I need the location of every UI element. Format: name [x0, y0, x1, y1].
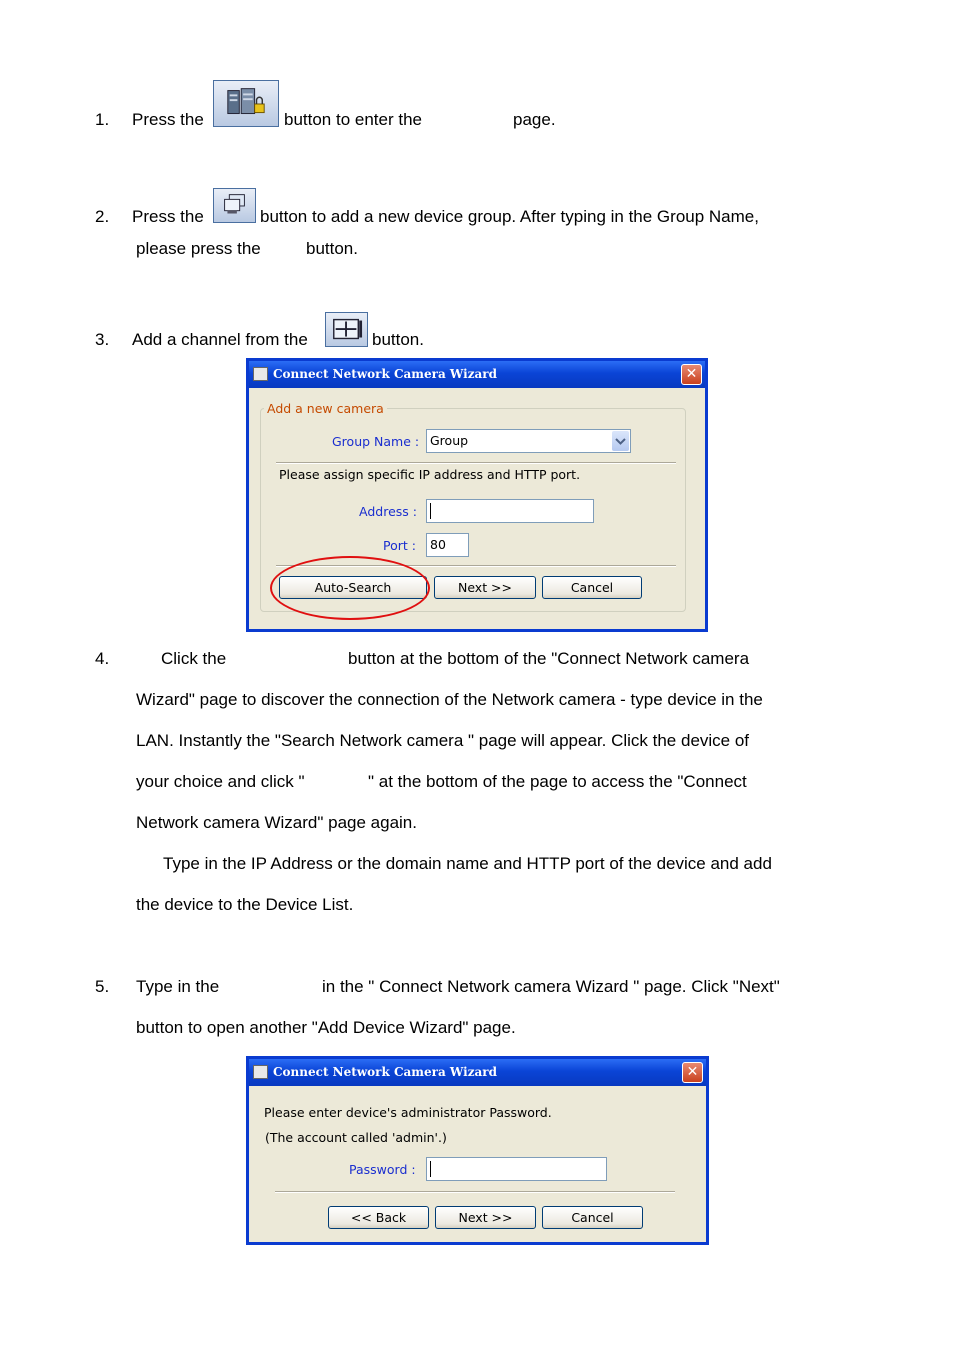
dialog-title: Connect Network Camera Wizard [273, 1065, 498, 1079]
step-4-line-3: LAN. Instantly the "Search Network camera " page will appear. Click the device of [136, 731, 750, 750]
step-1-text: Press the [132, 110, 204, 129]
chevron-down-icon[interactable] [612, 431, 629, 451]
address-label: Address : [359, 504, 417, 519]
account-note: (The account called 'admin'.) [265, 1130, 447, 1145]
step-4-line-2: Wizard" page to discover the connection of the Network camera - type device in the [136, 690, 763, 709]
step-2-text: Press the [132, 207, 204, 226]
text-caret [430, 503, 431, 519]
step-2-line-2a: please press the [136, 239, 261, 258]
password-instruction: Please enter device's administrator Password. [264, 1105, 552, 1120]
back-button[interactable]: << Back [328, 1206, 429, 1229]
step-4-line-4a: your choice and click " [136, 772, 305, 791]
divider [276, 462, 676, 464]
dialog-title-bar [249, 361, 705, 388]
step-5-text-2: in the " Connect Network camera Wizard " page. Click "Next" [322, 977, 780, 996]
step-4-line-6: Type in the IP Address or the domain name and HTTP port of the device and add [163, 854, 772, 873]
step-4-text-2: button at the bottom of the "Connect Network camera [348, 649, 750, 668]
divider [275, 1191, 675, 1193]
dialog-title: Connect Network Camera Wizard [273, 367, 498, 381]
step-4-line-7: the device to the Device List. [136, 895, 354, 914]
step-3-text: Add a channel from the [132, 330, 308, 349]
cancel-button[interactable]: Cancel [542, 1206, 643, 1229]
password-input[interactable] [426, 1157, 607, 1181]
step-2-text-2: button to add a new device group. After typing in the Group Name, [260, 207, 759, 226]
step-5-line-2: button to open another "Add Device Wizard" page. [136, 1018, 516, 1037]
step-5-text: Type in the [136, 977, 220, 996]
step-3-text-2: button. [372, 330, 424, 349]
add-group-icon [213, 188, 256, 223]
step-4-text: Click the [161, 649, 227, 668]
add-channel-icon [325, 312, 368, 347]
text-caret [430, 1161, 431, 1177]
step-2-number: 2. [95, 207, 110, 226]
group-name-label: Group Name : [332, 434, 420, 449]
step-3-number: 3. [95, 330, 110, 349]
step-1-text-3: page. [513, 110, 556, 129]
port-input[interactable]: 80 [426, 533, 469, 557]
step-4-line-4b: " at the bottom of the page to access the "Connect [368, 772, 747, 791]
step-1-text-2: button to enter the [284, 110, 422, 129]
dialog-title-bar [249, 1059, 706, 1086]
auto-search-button[interactable]: Auto-Search [279, 576, 427, 599]
password-dialog [246, 1056, 709, 1245]
step-2-line-2b: button. [306, 239, 358, 258]
group-name-select[interactable] [426, 429, 631, 453]
step-1-number: 1. [95, 110, 110, 129]
server-lock-icon [213, 80, 279, 127]
close-icon[interactable]: ✕ [682, 1062, 703, 1083]
step-4-number: 4. [95, 649, 110, 668]
step-4-line-5: Network camera Wizard" page again. [136, 813, 417, 832]
group-name-value: Group [430, 433, 469, 448]
close-icon[interactable]: ✕ [681, 364, 702, 385]
instruction-text: Please assign specific IP address and HTTP port. [279, 467, 581, 482]
port-label: Port : [383, 538, 416, 553]
groupbox-label: Add a new camera [264, 401, 387, 417]
next-button[interactable]: Next >> [434, 576, 536, 599]
cancel-button[interactable]: Cancel [542, 576, 642, 599]
password-label: Password : [349, 1162, 416, 1177]
app-icon [253, 1065, 268, 1079]
address-input[interactable] [426, 499, 594, 523]
app-icon [253, 367, 268, 381]
next-button[interactable]: Next >> [435, 1206, 536, 1229]
highlight-circle [270, 556, 430, 620]
step-5-number: 5. [95, 977, 110, 996]
